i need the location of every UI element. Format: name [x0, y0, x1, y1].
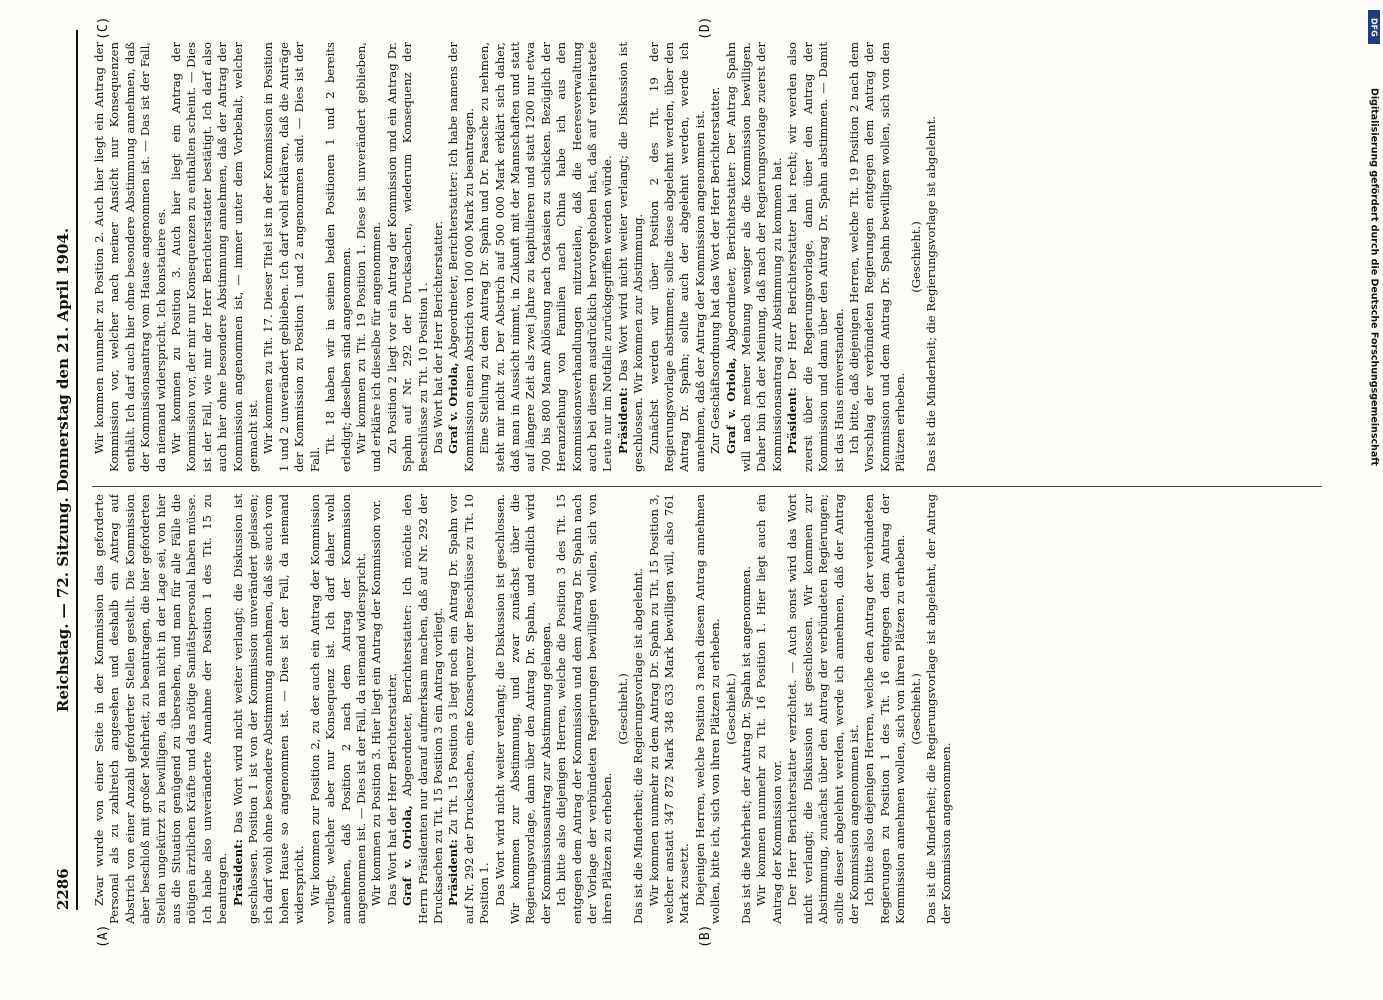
paragraph: Zur Geschäftsordnung hat das Wort der Herr Berichterstatter. [708, 86, 723, 454]
paragraph: Wir kommen zu Tit. 17. Dieser Titel ist in der Kommission in Position 1 und 2 unverändert geblieben. Ich darf wohl erklären, daß die Anträge der Kommission zu Position 1 und 2 angenommen sind. — Dies ist der Fall. [261, 42, 322, 472]
paragraph: Präsident: Das Wort wird nicht weiter verlangt; die Diskussion ist geschlossen. Wir kommen zur Abstimmung. [615, 42, 646, 472]
paragraph: Präsident: Der Herr Berichterstatter hat recht; wir werden also zuerst über die Regierungsvorlage, dann über den Antrag der Kommission und dann über den Antrag Dr. Spahn abstimmen. — Damit ist das Haus einverstanden. [785, 42, 846, 472]
dfg-logo-text: DFG [1369, 17, 1379, 37]
margin-mark-b: (B) [698, 924, 713, 948]
paragraph: Zunächst werden wir über Position 2 des Tit. 19 der Regierungsvorlage abstimmen; sollte diese abgelehnt werden, über den Antrag Dr. Spahn; sollte auch der abgelehnt werden, werde ich annehmen, daß der Antrag der Kommission angenommen ist. [646, 42, 707, 472]
paragraph: Der Herr Berichterstatter verzichtet. — Auch sonst wird das Wort nicht verlangt; die Diskussion ist geschlossen. Wir kommen zur Abstimmung, zunächst über den Antrag der verbündeten Regierungen; sollte dieser abgelehnt werden, werde ich annehmen, daß der Antrag der Kommission angenommen ist. [785, 494, 861, 924]
stage-direction: (Geschieht.) [908, 221, 923, 293]
paragraph: Präsident: Das Wort wird nicht weiter verlangt; die Diskussion ist geschlossen. Position 1 ist von der Kommission unverändert gelassen; ich darf wohl ohne besondere Abstimmung annehmen, daß sie auch vom hohen Hause so angenommen ist. — Dies ist der Fall, da niemand widerspricht. [230, 494, 307, 924]
margin-mark-c: (C) [96, 16, 111, 40]
paragraph: Wir kommen nunmehr zu Position 2. Auch hier liegt ein Antrag der Kommission vor, welcher nach meiner Ansicht nur Konsequenzen enthält. Ich darf auch hier ohne besondere Abstimmung annehmen, daß der Kommissionsantrag vom Hause angenommen ist. — Das ist der Fall, da niemand widerspricht. Ich konstatiere es. [92, 42, 168, 472]
stage-direction: (Geschieht.) [723, 673, 738, 745]
speaker-name: Präsident: [230, 839, 245, 906]
paragraph: Eine Stellung zu dem Antrag Dr. Spahn und Dr. Paasche zu nehmen, steht mir nicht zu. Der Abstrich auf 500 000 Mark erklärt sich daher, daß man in Aussicht nimmt, in Zukunft mit der Mannschaften und statt auf längere Zeit als zwei Jahre zu kapitulieren und statt 1200 nur etwa 700 bis 800 Mann Ablösung nach Ostasien zu schicken. Bezüglich der Heranziehung von Familien nach China habe ich aus den Kommissionsverhandlungen mitzuteilen, daß die Heeresverwaltung auch bei diesem ausdrücklich hervorgehoben hat, daß auf verheiratete Leute nur im Notfalle zurückgegriffen werden würde. [477, 42, 615, 472]
paragraph: Wir kommen zu Tit. 19 Position 1. Diese ist unverändert geblieben, und erkläre ich dieselbe für angenommen. [353, 42, 384, 472]
margin-mark-a: (A) [96, 924, 111, 948]
speaker-name: Präsident: [615, 387, 630, 454]
dfg-logo-icon [1368, 10, 1380, 44]
paragraph: Das ist die Minderheit; die Regierungsvorlage ist abgelehnt, der Antrag der Kommission angenommen. [923, 494, 954, 924]
paragraph: Ich bitte also diejenigen Herren, welche die Position 3 des Tit. 15 entgegen dem Antrag der Kommission und dem Antrag Dr. Spahn nach der Vorlage der verbündeten Regierungen bewilligen wollen, sich von ihren Plätzen zu erheben. [554, 494, 615, 924]
paragraph: Das Wort hat der Herr Berichterstatter. [384, 672, 399, 906]
paragraph: Graf v. Oriola, Abgeordneter, Berichterstatter: Der Antrag Spahn will nach meiner Meinung weniger als die Kommission bewilligen. Daher bin ich der Meinung, daß nach der Regierungsvorlage zuerst der Kommissionsantrag zur Abstimmung zu kommen hat. [723, 42, 784, 472]
stage-direction: (Geschieht.) [615, 673, 630, 745]
speaker-name: Präsident: [785, 387, 800, 454]
paragraph: Ich bitte also diejenigen Herren, welche den Antrag der verbündeten Regierungen zu Position 1 des Tit. 16 entgegen dem Antrag der Kommission annehmen wollen, sich von ihren Plätzen zu erheben. [862, 494, 908, 924]
digitization-note [1367, 10, 1381, 990]
paragraph: Wir kommen nunmehr zu Tit. 16 Position 1. Hier liegt auch ein Antrag der Kommission vor. [754, 494, 784, 924]
margin-mark-d: (D) [698, 16, 713, 40]
paragraph: Wir kommen zu Position 3. Auch hier liegt ein Antrag der Kommission vor, der mir nur Konsequenzen zu enthalten scheint. — Dies ist der Fall, wie mir der Herr Berichterstatter bestätigt. Ich darf also auch hier ohne besondere Abstimmung annehmen, daß der Antrag der Kommission angenommen ist, — immer unter dem Vorbehalt, welcher gemacht ist. [169, 42, 261, 472]
paragraph: Das Wort wird nicht weiter verlangt; die Diskussion ist geschlossen. Wir kommen zur Abstimmung, und zwar zunächst über die Regierungsvorlage, dann über den Antrag Dr. Spahn, und endlich wird der Kommissionsantrag zur Abstimmung gelangen. [492, 494, 553, 924]
paragraph: Ich bitte, daß diejenigen Herren, welche Tit. 19 Position 2 nach dem Vorschlag der verbündeten Regierungen entgegen dem Antrag der Kommission und dem Antrag Dr. Spahn bewilligen wollen, sich von den Plätzen erheben. [846, 42, 908, 472]
stage-direction: (Geschieht.) [908, 673, 923, 745]
paragraph: Das ist die Minderheit; die Regierungsvorlage ist abgelehnt. [923, 116, 938, 472]
speaker-name: Graf v. Oriola, [400, 805, 415, 906]
page-number: 2286 [54, 868, 72, 910]
paragraph: Diejenigen Herren, welche Position 3 nach diesem Antrag annehmen wollen, bitte ich, sich von ihren Plätzen zu erheben. [692, 494, 723, 924]
paragraph: Wir kommen nunmehr zu dem Antrag Dr. Spahn zu Tit. 15 Position 3, welcher anstatt 347 872 Mark 348 633 Mark bewilligen will, also 761 Mark zusetzt. [646, 494, 692, 924]
paragraph: Das ist die Minderheit; die Regierungsvorlage ist abgelehnt. [631, 568, 646, 924]
speaker-name: Präsident: [446, 839, 461, 906]
paragraph: Präsident: Zu Tit. 15 Position 3 liegt noch ein Antrag Dr. Spahn vor auf Nr. 292 der Drucksachen, eine Konsequenz der Beschlüsse zu Tit. 10 Position 1. [446, 494, 492, 924]
funding-note: Digitalisierung gefördert durch die Deutsche Forschungsgemeinschaft [1368, 88, 1380, 466]
paragraph: Graf v. Oriola, Abgeordneter, Berichterstatter: Ich möchte den Herrn Präsidenten nur darauf aufmerksam machen, daß auf Nr. 292 der Drucksachen zu Tit. 15 Position 3 ein Antrag vorliegt. [400, 494, 445, 924]
paragraph: Das Wort hat der Herr Berichterstatter. [430, 220, 445, 454]
paragraph: Graf v. Oriola, Abgeordneter, Berichterstatter: Ich habe namens der Kommission einen Abstrich von 100 000 Mark zu beantragen. [446, 42, 476, 472]
column-divider [92, 486, 1322, 487]
right-column [92, 42, 1322, 472]
page-title: Reichstag. — 72. Sitzung. Donnerstag den 21. April 1904. [54, 227, 72, 713]
paragraph: Wir kommen zur Position 2, zu der auch ein Antrag der Kommission vorliegt, welcher aber nur Konsequenz ist. Ich darf daher wohl annehmen, daß Position 2 nach dem Antrag der Kommission angenommen ist. — Dies ist der Fall, da niemand widerspricht. [307, 494, 368, 924]
speaker-name: Graf v. Oriola, [446, 362, 461, 454]
left-column [92, 494, 1322, 924]
paragraph: Zu Position 2 liegt vor ein Antrag der Kommission und ein Antrag Dr. Spahn auf Nr. 292 der Drucksachen, wiederum Konsequenz der Beschlüsse zu Tit. 10 Position 1. [384, 42, 430, 472]
paragraph: Das ist die Mehrheit; der Antrag Dr. Spahn ist angenommen. [739, 565, 754, 924]
paragraph: Tit. 18 haben wir in seinen beiden Positionen 1 und 2 bereits erledigt; dieselben sind angenommen. [323, 42, 353, 472]
page-header [50, 30, 78, 910]
paragraph: Zwar wurde von einer Seite in der Kommission das geforderte Personal als zu zahlreich angesehen und deshalb ein Antrag auf Abstrich von einer Anzahl geforderter Stellen gestellt. Die Kommission aber beschloß mit großer Mehrheit, zu beantragen, die hier geforderten Stellen ungekürzt zu bewilligen, da man nicht in der Lage sei, von hier aus die Situation genügend zu übersehen, und man für alle Fälle die nötigen ärztlichen Kräfte und das nötige Sanitätspersonal haben müsse. Ich habe also unveränderte Annahme der Position 1 des Tit. 15 zu beantragen. [92, 494, 230, 924]
speaker-name: Graf v. Oriola, [723, 357, 738, 454]
paragraph: Wir kommen zu Position 3. Hier liegt ein Antrag der Kommission vor. [369, 499, 384, 906]
